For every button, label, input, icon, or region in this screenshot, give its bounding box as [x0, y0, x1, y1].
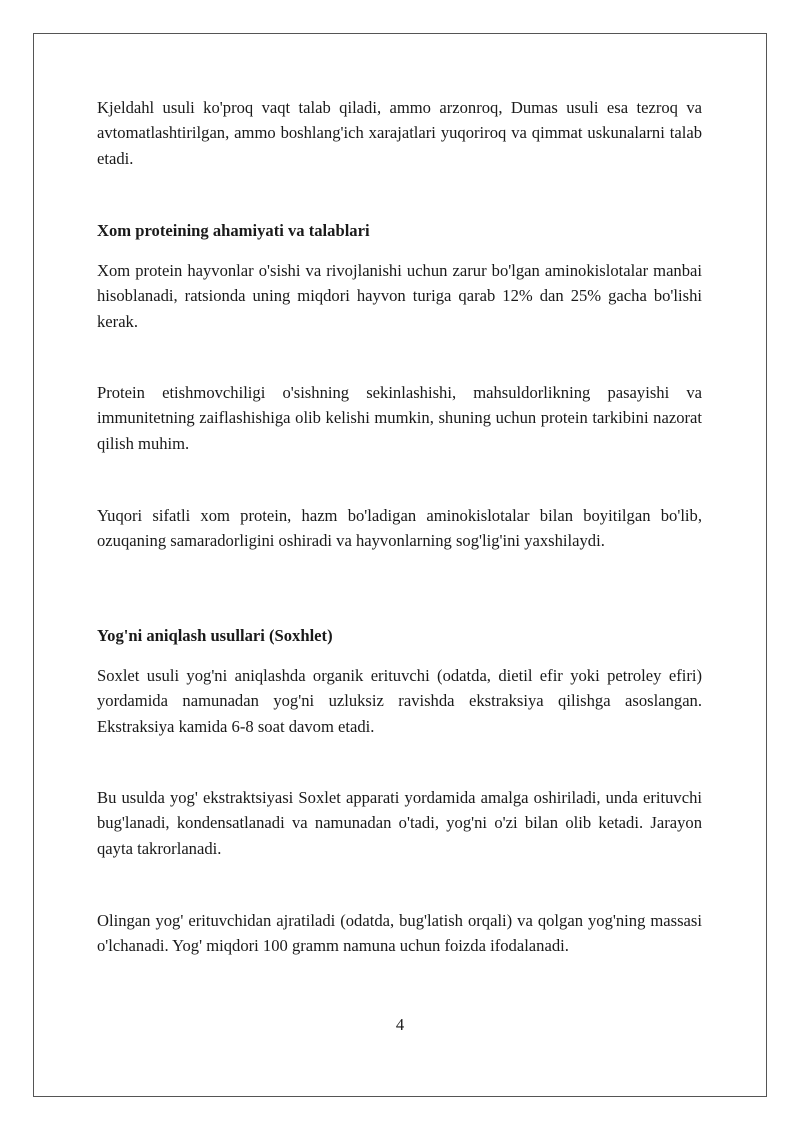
section-heading-soxhlet: Yog'ni aniqlash usullari (Soxhlet)	[97, 626, 333, 645]
paragraph-fat-measurement: Olingan yog' erituvchidan ajratiladi (odatda, bug'latish orqali) va qolgan yog'ning massasi o'lchanadi. Yog' miqdori 100 gramm namuna uchun foizda ifodalanadi.	[97, 911, 702, 956]
section-heading-crude-protein: Xom proteining ahamiyati va talablari	[97, 221, 370, 240]
paragraph-protein-deficiency: Protein etishmovchiligi o'sishning sekinlashishi, mahsuldorlikning pasayishi va immunitetning zaiflashishiga olib kelishi mumkin, shuning uchun protein tarkibini nazorat qilish muhim.	[97, 383, 702, 453]
page-number: 4	[395, 1015, 405, 1034]
paragraph-soxhlet-principle: Soxlet usuli yog'ni aniqlashda organik erituvchi (odatda, dietil efir yoki petroley efiri) yordamida namunadan yog'ni uzluksiz ravishda ekstraksiya qilishga asoslangan. Ekstraksiya kamida 6-8 soat davom etadi.	[97, 666, 702, 736]
paragraph-protein-quality: Yuqori sifatli xom protein, hazm bo'ladigan aminokislotalar bilan boyitilgan bo'lib, ozuqaning samaradorligini oshiradi va hayvonlarning sog'lig'ini yaxshilaydi.	[97, 506, 702, 551]
paragraph-kjeldahl-dumas: Kjeldahl usuli ko'proq vaqt talab qiladi, ammo arzonroq, Dumas usuli esa tezroq va avtomatlashtirilgan, ammo boshlang'ich xarajatlari yuqoriroq va qimmat uskunalarni talab etadi.	[97, 98, 702, 168]
paragraph-soxhlet-apparatus: Bu usulda yog' ekstraktsiyasi Soxlet apparati yordamida amalga oshiriladi, unda erituvchi bug'lanadi, kondensatlanadi va namunadan o'tadi, yog'ni o'zi bilan olib ketadi. Jarayon qayta takrorlanadi.	[97, 788, 702, 858]
paragraph-protein-importance: Xom protein hayvonlar o'sishi va rivojlanishi uchun zarur bo'lgan aminokislotalar manbai hisoblanadi, ratsionda uning miqdori hayvon turiga qarab 12% dan 25% gacha bo'lishi kerak.	[97, 261, 702, 331]
